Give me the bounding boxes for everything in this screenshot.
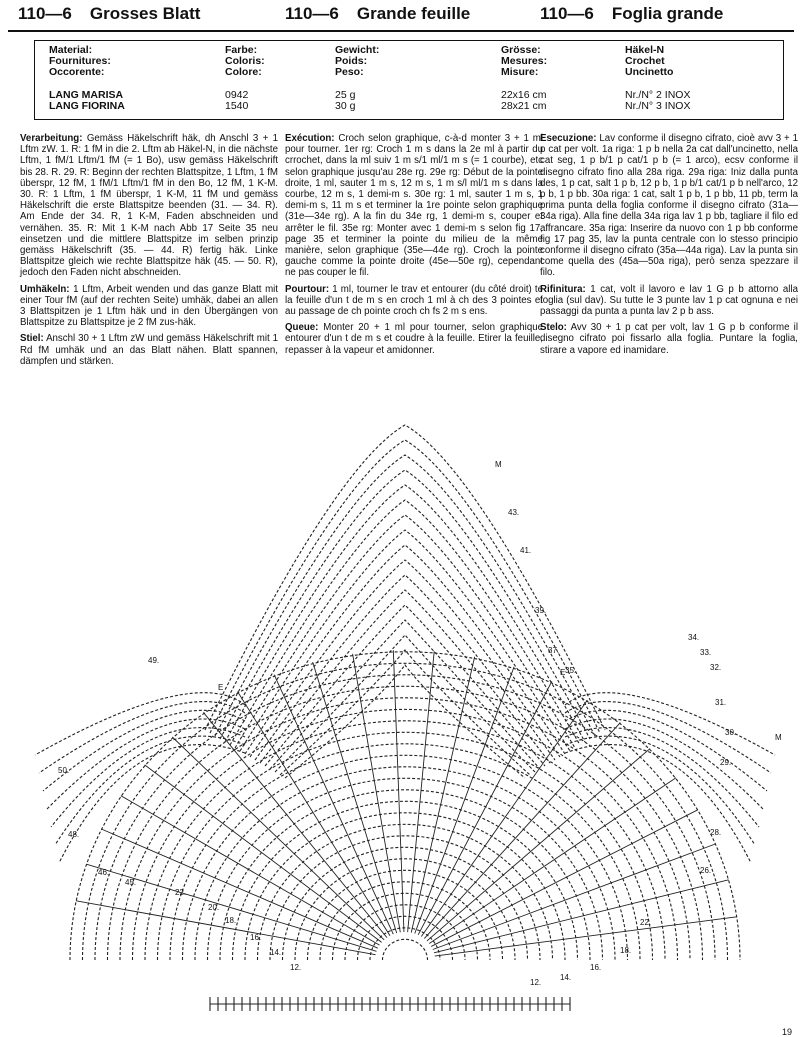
row-label: 48. — [68, 830, 80, 839]
label-size: Grösse: Mesures: Misure: — [501, 44, 548, 78]
chart-row-arc — [83, 663, 728, 960]
row-label: 31. — [715, 698, 727, 707]
chart-row-point — [220, 470, 590, 739]
chart-row-arc — [233, 801, 578, 960]
row-label: 18. — [620, 946, 632, 955]
chart-row-arc — [195, 767, 615, 960]
row-label: 41. — [520, 546, 532, 555]
chart-spoke — [434, 880, 729, 953]
chart-spoke — [313, 662, 397, 933]
stem-row — [210, 997, 570, 1011]
crochet-chart — [20, 405, 790, 1030]
materials-table: Material: Fournitures: Occorente: Farbe: Coloris: Colore: Gewicht: Poids: Peso: Grösse: Mesures: Misure: Häkel-N Crochet Uncinetto LANG MARISA 0942 25 g 22x16 cm Nr./N° 2 INOX LANG FIORINA 1540 30 g 28x21 cm Nr./N° 3 INOX — [34, 40, 784, 120]
chart-row-point — [205, 425, 605, 730]
row-label: 16. — [250, 933, 262, 942]
row-label: 16. — [590, 963, 602, 972]
chart-spoke — [274, 675, 393, 935]
chart-row-arc — [145, 721, 665, 960]
chart-spoke — [353, 654, 401, 933]
row-labels — [58, 460, 782, 987]
chart-row-arc — [95, 675, 715, 960]
header-rule — [8, 30, 794, 32]
row-label: 33. — [700, 648, 712, 657]
chart-row-arc — [258, 824, 553, 960]
marker-m: M — [775, 733, 782, 742]
row-label: 12. — [290, 963, 302, 972]
chart-row-arc — [133, 709, 678, 960]
chart-rows — [35, 425, 775, 960]
chart-row-arc — [383, 939, 428, 960]
row-label: 34. — [688, 633, 700, 642]
chart-spoke — [172, 737, 384, 940]
chart-row-point — [280, 650, 530, 775]
row-label: 26. — [700, 866, 712, 875]
chart-row-point — [210, 440, 600, 733]
row-label: 39. — [535, 606, 547, 615]
row-label: 46. — [98, 868, 110, 877]
chart-row-point — [240, 530, 570, 751]
chart-row-arc — [108, 686, 703, 960]
row-label: 28. — [710, 828, 722, 837]
row-label: 14. — [270, 948, 282, 957]
row-label: 30. — [725, 728, 737, 737]
chart-row-point — [265, 605, 545, 766]
row-label: 20. — [208, 903, 220, 912]
label-hook: Häkel-N Crochet Uncinetto — [625, 44, 674, 78]
marker-e: E — [218, 683, 224, 692]
chart-spoke — [145, 765, 382, 942]
chart-row-point — [215, 455, 595, 736]
chart-row-point — [275, 635, 535, 772]
row-label: 45. — [125, 878, 137, 887]
label-color: Farbe: Coloris: Colore: — [225, 44, 265, 78]
row-label: 12. — [530, 978, 542, 987]
instructions-it: Esecuzione: Lav conforme il disegno cifrato, cioè avv 3 + 1 p cat per volt. 1a riga: 1 p b nella 2a cat dall'uncinetto, nella cat seg, 1 p b/1 p cat/1 p b (= 1 arco), ecsv conforme il disegno cifrato fino alla 28a riga. 29a riga: Iniz dalla punta des, 1 p cat, salt 1 p b, 12 p b, 1 p b/1 cat/1 p b nell'arco, 12 p b, 1 p bb. 30a riga: 1 cat, salt 1 p b, 1 p bb, 11 pb, term la prima punta della foglia conforme il disegno cifrato (31a—34a riga). Alla fine della 34a riga lav 1 p bb, tagliare il filo ed affrancare. 35a riga: Inserire da nuovo con 1 p bb conforme fig 17 pag 35, lav la punta centrale con lo stesso principio conforme il disegno cifrato (35a—44a riga). Lav la punta sin come quella des (45a—50a riga), però senza spezzare il filo. Rifinitura: 1 cat, volt il lavoro e lav 1 G p b attorno alla foglia (sul dav). Su tutte le 3 punte lav 1 p cat ognuna e nei passaggi da punta a punta lav 2 p b ass. Stelo: Avv 30 + 1 p cat per volt, lav 1 G p b conforme il disegno cifrato poi fissarlo alla foglia. Puntare la foglia, stirare a vapore ed inamidare. — [540, 133, 798, 356]
chart-row-arc — [120, 698, 690, 960]
instructions-de: Verarbeitung: Gemäss Häkelschrift häk, dh Anschl 3 + 1 Lftm zW. 1. R: 1 fM in die 2. Lftm ab Häkel-N, in die nächste Lftm, 1 fM/1 Lftm/1 fM (= 1 Bo), usw gemäss Häkelschrift bis 28. R. 29. R: Beginn der rechten Blattspitze, 1 Lftm, 1 fM überspr, 12 fM, 1 fM/1 Lftm/1 fM in den Bo, 12 fM, 1 K-M. 30. R: 1 Lftm, 1 fM überspr, 1 K-M, 11 fM und gemäss Häkelschrift die erste Blattspitze beenden (31. — 34. R). Am Ende der 34. R, 1 K-M, Faden abschneiden und vernähen. 35. R: Mit 1 K-M nach Abb 17 Seite 35 neu einsetzen und die mittlere Blattspitze im selben prinzip gemäss Häkelschrift (35. — 44. R) fertig häk. Linke Blattspitze gleich wie rechte Blattspitze häk (45. — 50. R), jedoch den Faden nicht abschneiden. Umhäkeln: 1 Lftm, Arbeit wenden und das ganze Blatt mit einer Tour fM (auf der rechten Seite) umhäk, dabei an allen 3 Blattspitzen je 1 Lftm häk und in den Übergängen von Blattspitze zu Blattspitze je 2 fM zus-häk. Stiel: Anschl 30 + 1 Lftm zW und gemäss Häkelschrift mit 1 Rd fM umhäk und an das Blatt nähen. Blatt spannen, dämpfen und stärken. — [20, 133, 278, 367]
row-label: 43. — [508, 508, 520, 517]
label-material: Material: Fournitures: Occorente: — [49, 44, 111, 78]
marker-m: M — [495, 460, 502, 469]
row-label: 37. — [548, 646, 560, 655]
row-label: 22. — [640, 918, 652, 927]
chart-row-arc — [220, 790, 590, 960]
chart-spoke — [431, 810, 698, 947]
chart-row-arc — [183, 755, 628, 960]
row-label: 35. — [565, 666, 577, 675]
chart-spoke — [424, 723, 620, 939]
row-label: 49. — [148, 656, 160, 665]
chart-spoke — [427, 749, 650, 941]
title-de: 110—6 Grosses Blatt — [18, 4, 201, 23]
chart-spoke — [418, 681, 552, 934]
chart-row-side — [43, 710, 245, 791]
page-number: 19 — [781, 1027, 792, 1037]
label-weight: Gewicht: Poids: Peso: — [335, 44, 380, 78]
marker-e: E — [560, 668, 566, 677]
chart-row-arc — [208, 778, 603, 960]
chart-row-arc — [308, 870, 503, 960]
chart-spoke — [238, 692, 391, 936]
instructions-fr: Exécution: Croch selon graphique, c-à-d monter 3 + 1 ml pour tourner. 1er rg: Croch 1 m s dans la 2e ml à partir du crrochet, dans la ml suiv 1 m s/1 ml/1 m s (= 1 courbe), etc selon graphique jusqu'au 28e rg. 29e rg: Début de la pointe droite, 1 ml, sauter 1 m s, 12 m s, 1 m s/l ml/1 m s dans la courbe, 12 m s, 1 demi-m s. 30e rg: 1 ml, sauter 1 m s, 1 demi-m s, 11 m s et terminer la 1re pointe selon graphique (31e—34e rg). A la fin du 34e rg, 1 demi-m s, couper et arrêter le fil. 35e rg: Monter avec 1 demi-m s selon fig 17, page 35 et terminer la pointe du milieu de la même manière, selon graphique (35e—44e rg). Croch la pointe gauche comme la pointe droite (45e—50e rg), cependant ne pas couper le fil. Pourtour: 1 ml, tourner le trav et entourer (du côté droit) te la feuille d'un t de m s en croch 1 ml à ch des 3 pointes et au passage de ch pointe croch ch fs 2 m s ens. Queue: Monter 20 + 1 ml pour tourner, selon graphique entourer d'un t de m s et coudre à la feuille. Etirer la feuille, repasser à la vapeur et amidonner. — [285, 133, 543, 356]
chart-row-arc — [320, 882, 490, 960]
row-label: 50. — [58, 766, 70, 775]
row-label: 29. — [720, 758, 732, 767]
row-label: 14. — [560, 973, 572, 982]
chart-row-arc — [295, 859, 515, 960]
chart-row-arc — [70, 652, 740, 960]
chart-row-arc — [270, 836, 540, 960]
row-label: 22. — [175, 888, 187, 897]
title-fr: 110—6 Grande feuille — [285, 4, 471, 23]
chart-row-point — [230, 500, 580, 745]
row-label: 32. — [710, 663, 722, 672]
chart-spoke — [393, 650, 404, 932]
title-it: 110—6 Foglia grande — [540, 4, 724, 23]
row-label: 18. — [225, 916, 237, 925]
chart-spoke — [429, 778, 676, 944]
chart-row-arc — [245, 813, 565, 960]
chart-row-point — [260, 590, 550, 763]
